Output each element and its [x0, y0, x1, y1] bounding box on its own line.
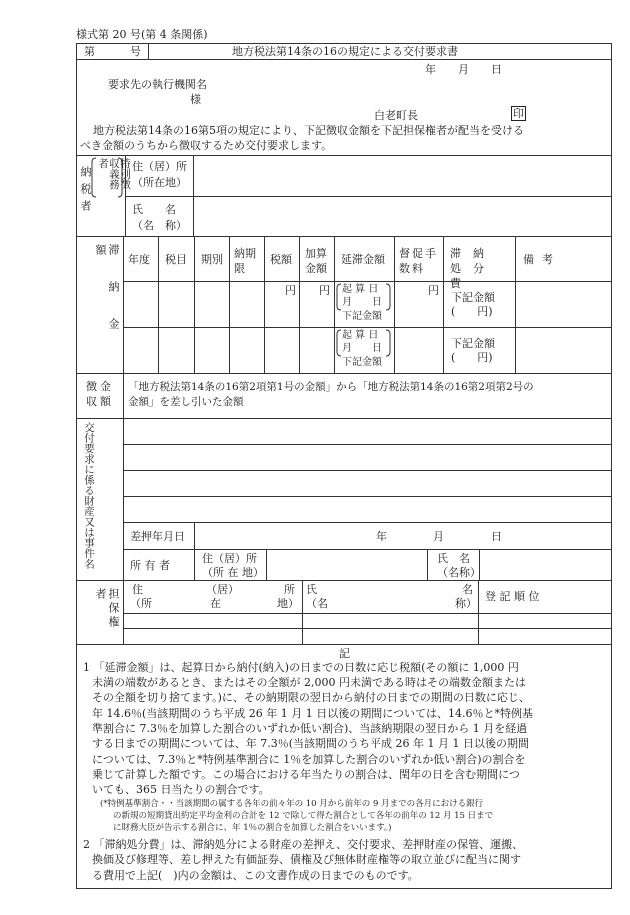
holder-name-label-2: 名	[462, 583, 473, 596]
holder-name-label-1: 氏	[306, 583, 317, 596]
col-tax-amount: 税額	[270, 253, 292, 266]
number-label: 第	[84, 45, 95, 58]
request-text-line-1: 地方税法第14条の16第5項の規定により、下記徴収金額を下記担保権者が配当を受ける	[93, 124, 524, 137]
col-tax-item: 税目	[165, 253, 187, 266]
col-demand-fee: 督促手数料	[399, 247, 438, 275]
col-delinquency-charge: 延滞金額	[341, 253, 385, 266]
footnote-line-3: に財務大臣が告示する割合に、年 1％の割合を加算した割合をいいます。)	[113, 823, 392, 833]
holder-address-label-3: 所	[284, 583, 295, 596]
col-period: 期別	[201, 253, 223, 266]
arrears-label: 滞納金額	[94, 244, 120, 355]
date-day: 日	[491, 63, 502, 76]
calc-below-amount: 下記金額	[342, 311, 382, 322]
taxpayer-name-label: 氏 名	[132, 203, 176, 216]
holder-address-sub-1: （所	[130, 597, 152, 610]
holder-name-sub-2: 称）	[455, 597, 477, 610]
collection-text-line-1: 「地方税法第14条の16第2項第1号の金額」から「地方税法第14条の16第2項第2号の	[128, 381, 534, 393]
registration-rank-label: 登 記 順 位	[485, 590, 540, 603]
disposition-yen-paren-2: ( 円)	[451, 351, 493, 364]
calc-month-day: 月 日	[342, 297, 382, 308]
taxpayer-address-sub-label: （所在地）	[132, 176, 187, 189]
col-fiscal-year: 年度	[128, 253, 150, 266]
note-1-line-6: する日までの期間については、年 7.3％(当該期間のうち平成 26 年 1 月 1 日以後の期間	[92, 737, 530, 750]
holder-address-sub-2: 在	[210, 597, 221, 610]
col-due-date: 納期限	[234, 247, 256, 275]
owner-address-label: 住（居）所	[202, 552, 257, 565]
holder-address-label-1: 住	[132, 583, 143, 596]
holder-name-sub-1: （名	[306, 597, 328, 610]
note-1-line-3: その全額を切り捨てます。)に、その納期限の翌日から納付の日までの期間の日数に応じ、	[92, 691, 530, 704]
footnote-line-2: の新規の短期貸出約定平均金利の合計を 12 で除して得た割合として各年の前年の 12 月 15 日まで	[113, 811, 494, 821]
seizure-year: 年	[376, 530, 387, 543]
col-additional-tax: 加算金額	[305, 247, 327, 275]
note-1-line-5: 準割合に 7.3％を加算した割合のいずれか低い割合)、当該納期限の翌日から 1 月を経過	[92, 722, 528, 735]
yen-unit-fee: 円	[428, 284, 439, 297]
seizure-day: 日	[491, 530, 502, 543]
note-1-line-1: 1 「延滞金額」は、起算日から納付(納入)の日までの日数に応じ税額(その額に 1,000 円	[83, 661, 519, 674]
yen-unit-tax: 円	[285, 284, 296, 297]
taxpayer-name-sub-label: （名 称）	[132, 219, 187, 232]
sender-name: 白老町長	[374, 109, 418, 122]
seizure-month: 月	[433, 530, 444, 543]
form-title: 地方税法第14条の16の規定による交付要求書	[232, 45, 458, 58]
disposition-below-amount-2: 下記金額	[451, 337, 495, 350]
seizure-date-label: 差押年月日	[130, 530, 185, 543]
owner-name-label: 氏 名	[437, 552, 470, 565]
owner-label: 所 有 者	[130, 559, 170, 572]
note-2-line-1: 2 「滞納処分費」は、滞納処分による財産の差押え、交付要求、差押財産の保管、運搬、	[83, 838, 524, 851]
note-1-line-4: 年 14.6％(当該期間のうち平成 26 年 1 月 1 日以後の期間については、14.6％と*特例基	[92, 707, 534, 720]
owner-name-sub-label: （名称）	[437, 566, 481, 579]
note-2-line-2: 換価及び修理等、差し押えた有価証券、債権及び無体財産権等の取立並びに配当に関す	[92, 853, 521, 866]
collection-amount-label: 徴金収額	[86, 380, 114, 408]
col-remarks: 備考	[523, 253, 561, 266]
calc-start-date-2: 起 算 日	[342, 330, 379, 341]
note-2-line-3: る費用で上記( )内の金額は、この文書作成の日までのものです。	[92, 869, 419, 882]
number-suffix: 号	[130, 45, 141, 58]
taxpayer-label: 納税者	[79, 166, 92, 217]
special-collector-label: 特別徴収義務者	[97, 158, 131, 190]
recipient-org-label: 要求先の執行機関名	[108, 78, 207, 91]
yen-unit-additional: 円	[319, 284, 330, 297]
calc-below-amount-2: 下記金額	[342, 357, 382, 368]
holder-address-sub-3: 地）	[277, 597, 299, 610]
collection-text-line-2: 金額」を差し引いた金額	[128, 396, 244, 408]
note-1-line-7: については、7.3％と*特例基準割合に 1％を加算した割合のいずれか低い割合)の割合を	[92, 753, 526, 766]
note-1-line-8: 乗じて計算した額です。この場合における年当たりの割合は、閏年の日を含む期間につ	[92, 768, 520, 781]
calc-month-day-2: 月 日	[342, 343, 382, 354]
property-label: 交付要求に係る財産又は事件名	[83, 422, 95, 569]
col-disposition-cost: 滞納処分費	[450, 247, 496, 290]
taxpayer-address-label: 住（居）所	[132, 160, 187, 173]
security-holder-label: 担保権者	[94, 588, 120, 630]
note-1-line-2: 未満の端数があるとき、またはその全額が 2,000 円未満である時はその端数金額または	[92, 676, 527, 689]
calc-start-date: 起 算 日	[342, 284, 379, 295]
request-text-line-2: べき金額のうちから徴収するため交付要求します。	[80, 139, 333, 152]
date-year: 年	[425, 63, 436, 76]
holder-address-label-2: （居）	[206, 583, 239, 596]
disposition-below-amount: 下記金額	[451, 291, 495, 304]
seal-mark: 印	[513, 107, 524, 120]
form-number: 様式第 20 号(第 4 条関係)	[76, 28, 208, 41]
disposition-yen-paren: ( 円)	[451, 305, 493, 318]
date-month: 月	[458, 63, 469, 76]
owner-address-sub-label: （所 在 地）	[202, 566, 264, 579]
footnote-line-1: (*特例基準割合・・当該期間の属する各年の前々年の 10 月から前年の 9 月までの各月における銀行	[100, 799, 484, 809]
notes-heading: 記	[339, 647, 350, 660]
note-1-line-9: いても、365 日当たりの割合です。	[92, 783, 270, 796]
recipient-honorific: 様	[190, 93, 201, 106]
